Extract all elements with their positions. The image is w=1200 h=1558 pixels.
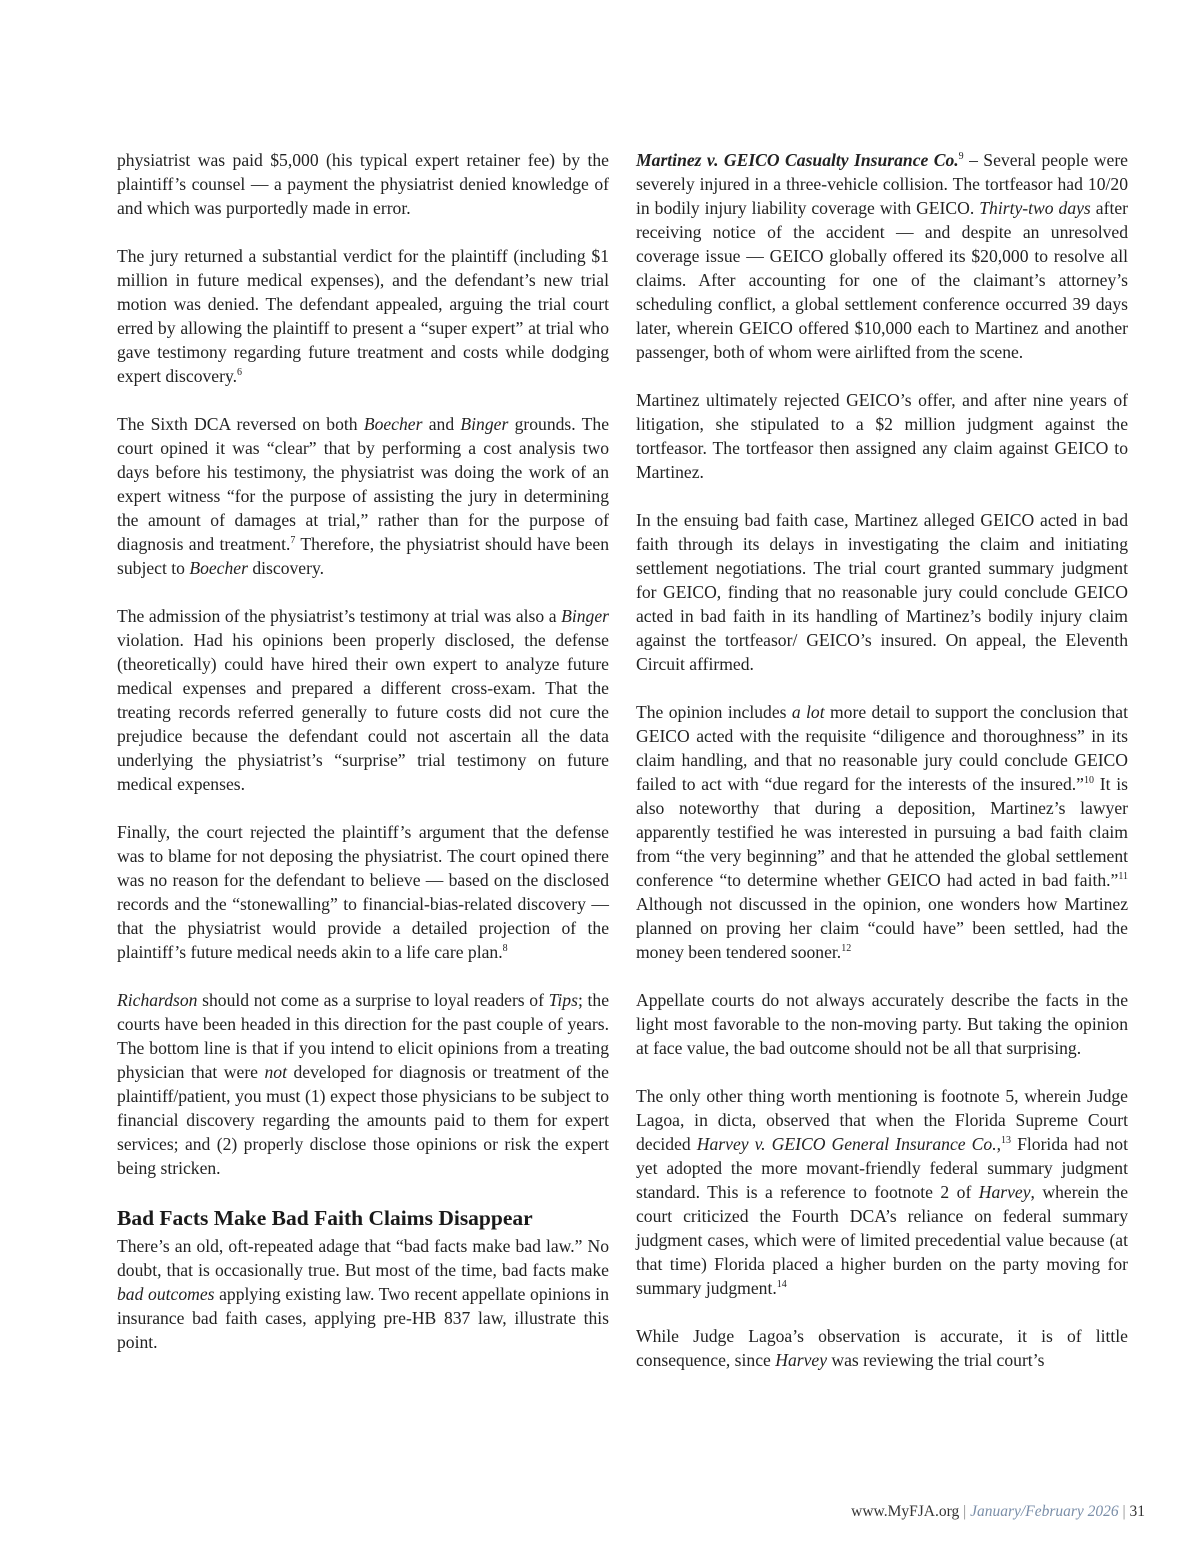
paragraph bbox=[636, 148, 1128, 364]
footnote-ref[interactable]: 11 bbox=[1118, 871, 1128, 883]
publication-name: Tips bbox=[548, 990, 578, 1010]
paragraph-text: In the ensuing bad faith case, Martinez alleged GEICO acted in bad faith through its delays in investigating the claim and initiating settlement negotiations. The trial court granted summary judgment for GEICO, finding that no reasonable jury could conclude GEICO acted in bad faith in its handling of Martinez’s bodily injury claim against the tortfeasor/ GEICO’s insured. On appeal, the Eleventh Circuit affirmed. bbox=[636, 510, 1128, 674]
emphasis: bad outcomes bbox=[117, 1284, 215, 1304]
paragraph bbox=[117, 988, 609, 1180]
case-name: Richardson bbox=[117, 990, 198, 1010]
case-name: Boecher bbox=[189, 558, 248, 578]
paragraph bbox=[636, 700, 1128, 964]
case-name: Harvey v. GEICO General Insurance Co. bbox=[696, 1134, 997, 1154]
paragraph-text: after receiving notice of the accident — and despite an unresolved coverage issue — GEICO globally offered its $20,000 to resolve all claims. After accounting for one of the claimant’s attorney’s scheduling conflict, a global settlement conference occurred 39 days later, wherein GEICO offered $10,000 each to Martinez and another passenger, both of whom were airlifted from the scene. bbox=[636, 198, 1128, 362]
paragraph-text: violation. Had his opinions been properly disclosed, the defense (theoretically) could have hired their own expert to analyze future medical expenses and prepared a different cross-exam. That the treating records referred generally to future costs did not cure the prejudice because the defendant could not ascertain all the data underlying the physiatrist’s “surprise” trial testimony on future medical expenses. bbox=[117, 630, 609, 794]
paragraph-text: The jury returned a substantial verdict for the plaintiff (including $1 million in future medical expenses), and the defendant’s new trial motion was denied. The defendant appealed, arguing the trial court erred by allowing the plaintiff to present a “super expert” at trial who gave testimony regarding future treatment and costs while dodging expert discovery. bbox=[117, 246, 609, 386]
paragraph bbox=[636, 388, 1128, 484]
paragraph bbox=[636, 508, 1128, 676]
paragraph-text: It is also noteworthy that during a deposition, Martinez’s lawyer apparently testified he was interested in pursuing a bad faith claim from “the very beginning” and that he attended the global settlement conference “to determine whether GEICO had acted in bad faith.” bbox=[636, 774, 1128, 890]
paragraph bbox=[117, 244, 609, 388]
paragraph-text: ; the courts have been headed in this direction for the past couple of years. The bottom line is that if you intend to elicit opinions from a treating physician that were bbox=[117, 990, 609, 1082]
paragraph bbox=[117, 820, 609, 964]
paragraph bbox=[117, 1234, 609, 1354]
paragraph-text: , wherein the court criticized the Fourth DCA’s reliance on federal summary judgment cases, which were of limited precedential value because (at that time) Florida placed a higher burden on the party moving for summary judgment. bbox=[636, 1182, 1129, 1298]
case-title: Martinez v. GEICO Casualty Insurance Co. bbox=[636, 150, 959, 170]
footer-site[interactable]: www.MyFJA.org bbox=[851, 1503, 960, 1520]
footer-separator: | bbox=[963, 1503, 967, 1520]
paragraph-text: was reviewing the trial court’s bbox=[827, 1350, 1045, 1370]
paragraph bbox=[117, 604, 609, 796]
case-name: Binger bbox=[561, 606, 609, 626]
emphasis: not bbox=[264, 1062, 287, 1082]
left-column bbox=[117, 148, 609, 1354]
paragraph-text: The admission of the physiatrist’s testimony at trial was also a bbox=[117, 606, 562, 626]
paragraph-text: Therefore, the physiatrist should have been subject to bbox=[117, 534, 609, 578]
paragraph-text: Appellate courts do not always accurately describe the facts in the light most favorable to the non-moving party. But taking the opinion at face value, the bad outcome should not be all that surprising. bbox=[636, 990, 1128, 1058]
footnote-ref[interactable]: 12 bbox=[841, 943, 852, 955]
case-name: Binger bbox=[460, 414, 509, 434]
paragraph bbox=[636, 1084, 1128, 1300]
footer-separator: | bbox=[1122, 1503, 1126, 1520]
emphasis: a lot bbox=[791, 702, 825, 722]
paragraph-text: physiatrist was paid $5,000 (his typical expert retainer fee) by the plaintiff’s counsel — a payment the physiatrist denied knowledge of and which was purportedly made in error. bbox=[117, 150, 609, 218]
footnote-ref[interactable]: 9 bbox=[958, 151, 964, 163]
case-name: Harvey bbox=[775, 1350, 828, 1370]
paragraph-text: developed for diagnosis or treatment of the plaintiff/patient, you must (1) expect those physicians to be subject to financial discovery regarding the amounts paid to them for expert services; and (2) properly disclose those opinions or risk the expert being stricken. bbox=[117, 1062, 609, 1178]
paragraph-text: The only other thing worth mentioning is footnote 5, wherein Judge Lagoa, in dicta, observed that when the Florida Supreme Court decided bbox=[636, 1086, 1128, 1154]
footnote-ref[interactable]: 13 bbox=[1001, 1135, 1012, 1147]
paragraph-text: The opinion includes bbox=[636, 702, 792, 722]
paragraph-text: Florida had not yet adopted the more movant-friendly federal summary judgment standard. This is a reference to footnote 2 of bbox=[636, 1134, 1128, 1202]
paragraph-text: should not come as a surprise to loyal readers of bbox=[197, 990, 549, 1010]
right-column bbox=[636, 148, 1128, 1372]
paragraph bbox=[636, 1324, 1128, 1372]
paragraph-text: While Judge Lagoa’s observation is accurate, it is of little consequence, since bbox=[636, 1326, 1128, 1370]
emphasis: Thirty-two days bbox=[979, 198, 1091, 218]
paragraph-text: There’s an old, oft-repeated adage that “bad facts make bad law.” No doubt, that is occasionally true. But most of the time, bad facts make bbox=[117, 1236, 609, 1280]
page-footer bbox=[851, 1503, 1145, 1521]
paragraph-text: grounds. The court opined it was “clear” that by performing a cost analysis two days before his testimony, the physiatrist was doing the work of an expert witness “for the purpose of assisting the jury in determining the amount of damages at trial,” rather than for the purpose of diagnosis and treatment. bbox=[117, 414, 609, 554]
footnote-ref[interactable]: 6 bbox=[237, 367, 243, 379]
paragraph-text: more detail to support the conclusion that GEICO acted with the requisite “diligence and thoroughness” in its claim handling, and that no reasonable jury could conclude GEICO failed to act with “due regard for the interests of the insured.” bbox=[636, 702, 1128, 794]
footnote-ref[interactable]: 14 bbox=[776, 1279, 787, 1291]
paragraph-text: – Several people were severely injured in a three-vehicle collision. The tortfeasor had 10/20 in bodily injury liability coverage with GEICO. bbox=[636, 150, 1128, 218]
case-name: Harvey bbox=[978, 1182, 1031, 1202]
footer-issue: January/February 2026 bbox=[970, 1503, 1119, 1520]
paragraph-text: , bbox=[996, 1134, 1002, 1154]
paragraph-text: and bbox=[422, 414, 461, 434]
footnote-ref[interactable]: 7 bbox=[290, 535, 296, 547]
paragraph-text: The Sixth DCA reversed on both bbox=[117, 414, 364, 434]
paragraph-text: applying existing law. Two recent appellate opinions in insurance bad faith cases, applying pre-HB 837 law, illustrate this point. bbox=[117, 1284, 609, 1352]
paragraph-text: Martinez ultimately rejected GEICO’s offer, and after nine years of litigation, she stipulated to a $2 million judgment against the tortfeasor. The tortfeasor then assigned any claim against GEICO to Martinez. bbox=[636, 390, 1128, 482]
page-number: 31 bbox=[1129, 1503, 1145, 1520]
paragraph bbox=[636, 988, 1128, 1060]
case-name: Boecher bbox=[363, 414, 423, 434]
section-heading: Bad Facts Make Bad Faith Claims Disappear bbox=[117, 1206, 533, 1230]
paragraph bbox=[117, 412, 609, 580]
paragraph bbox=[117, 148, 609, 220]
footnote-ref[interactable]: 10 bbox=[1083, 775, 1094, 787]
paragraph-text: Although not discussed in the opinion, one wonders how Martinez planned on proving her claim “could have” been settled, had the money been tendered sooner. bbox=[636, 894, 1128, 962]
paragraph-text: Finally, the court rejected the plaintiff’s argument that the defense was to blame for not deposing the physiatrist. The court opined there was no reason for the defendant to believe — based on the disclosed records and the “stonewalling” to financial-bias-related discovery — that the physiatrist would provide a detailed projection of the plaintiff’s future medical needs akin to a life care plan. bbox=[117, 822, 609, 962]
footnote-ref[interactable]: 8 bbox=[502, 943, 508, 955]
paragraph-text: discovery. bbox=[247, 558, 325, 578]
